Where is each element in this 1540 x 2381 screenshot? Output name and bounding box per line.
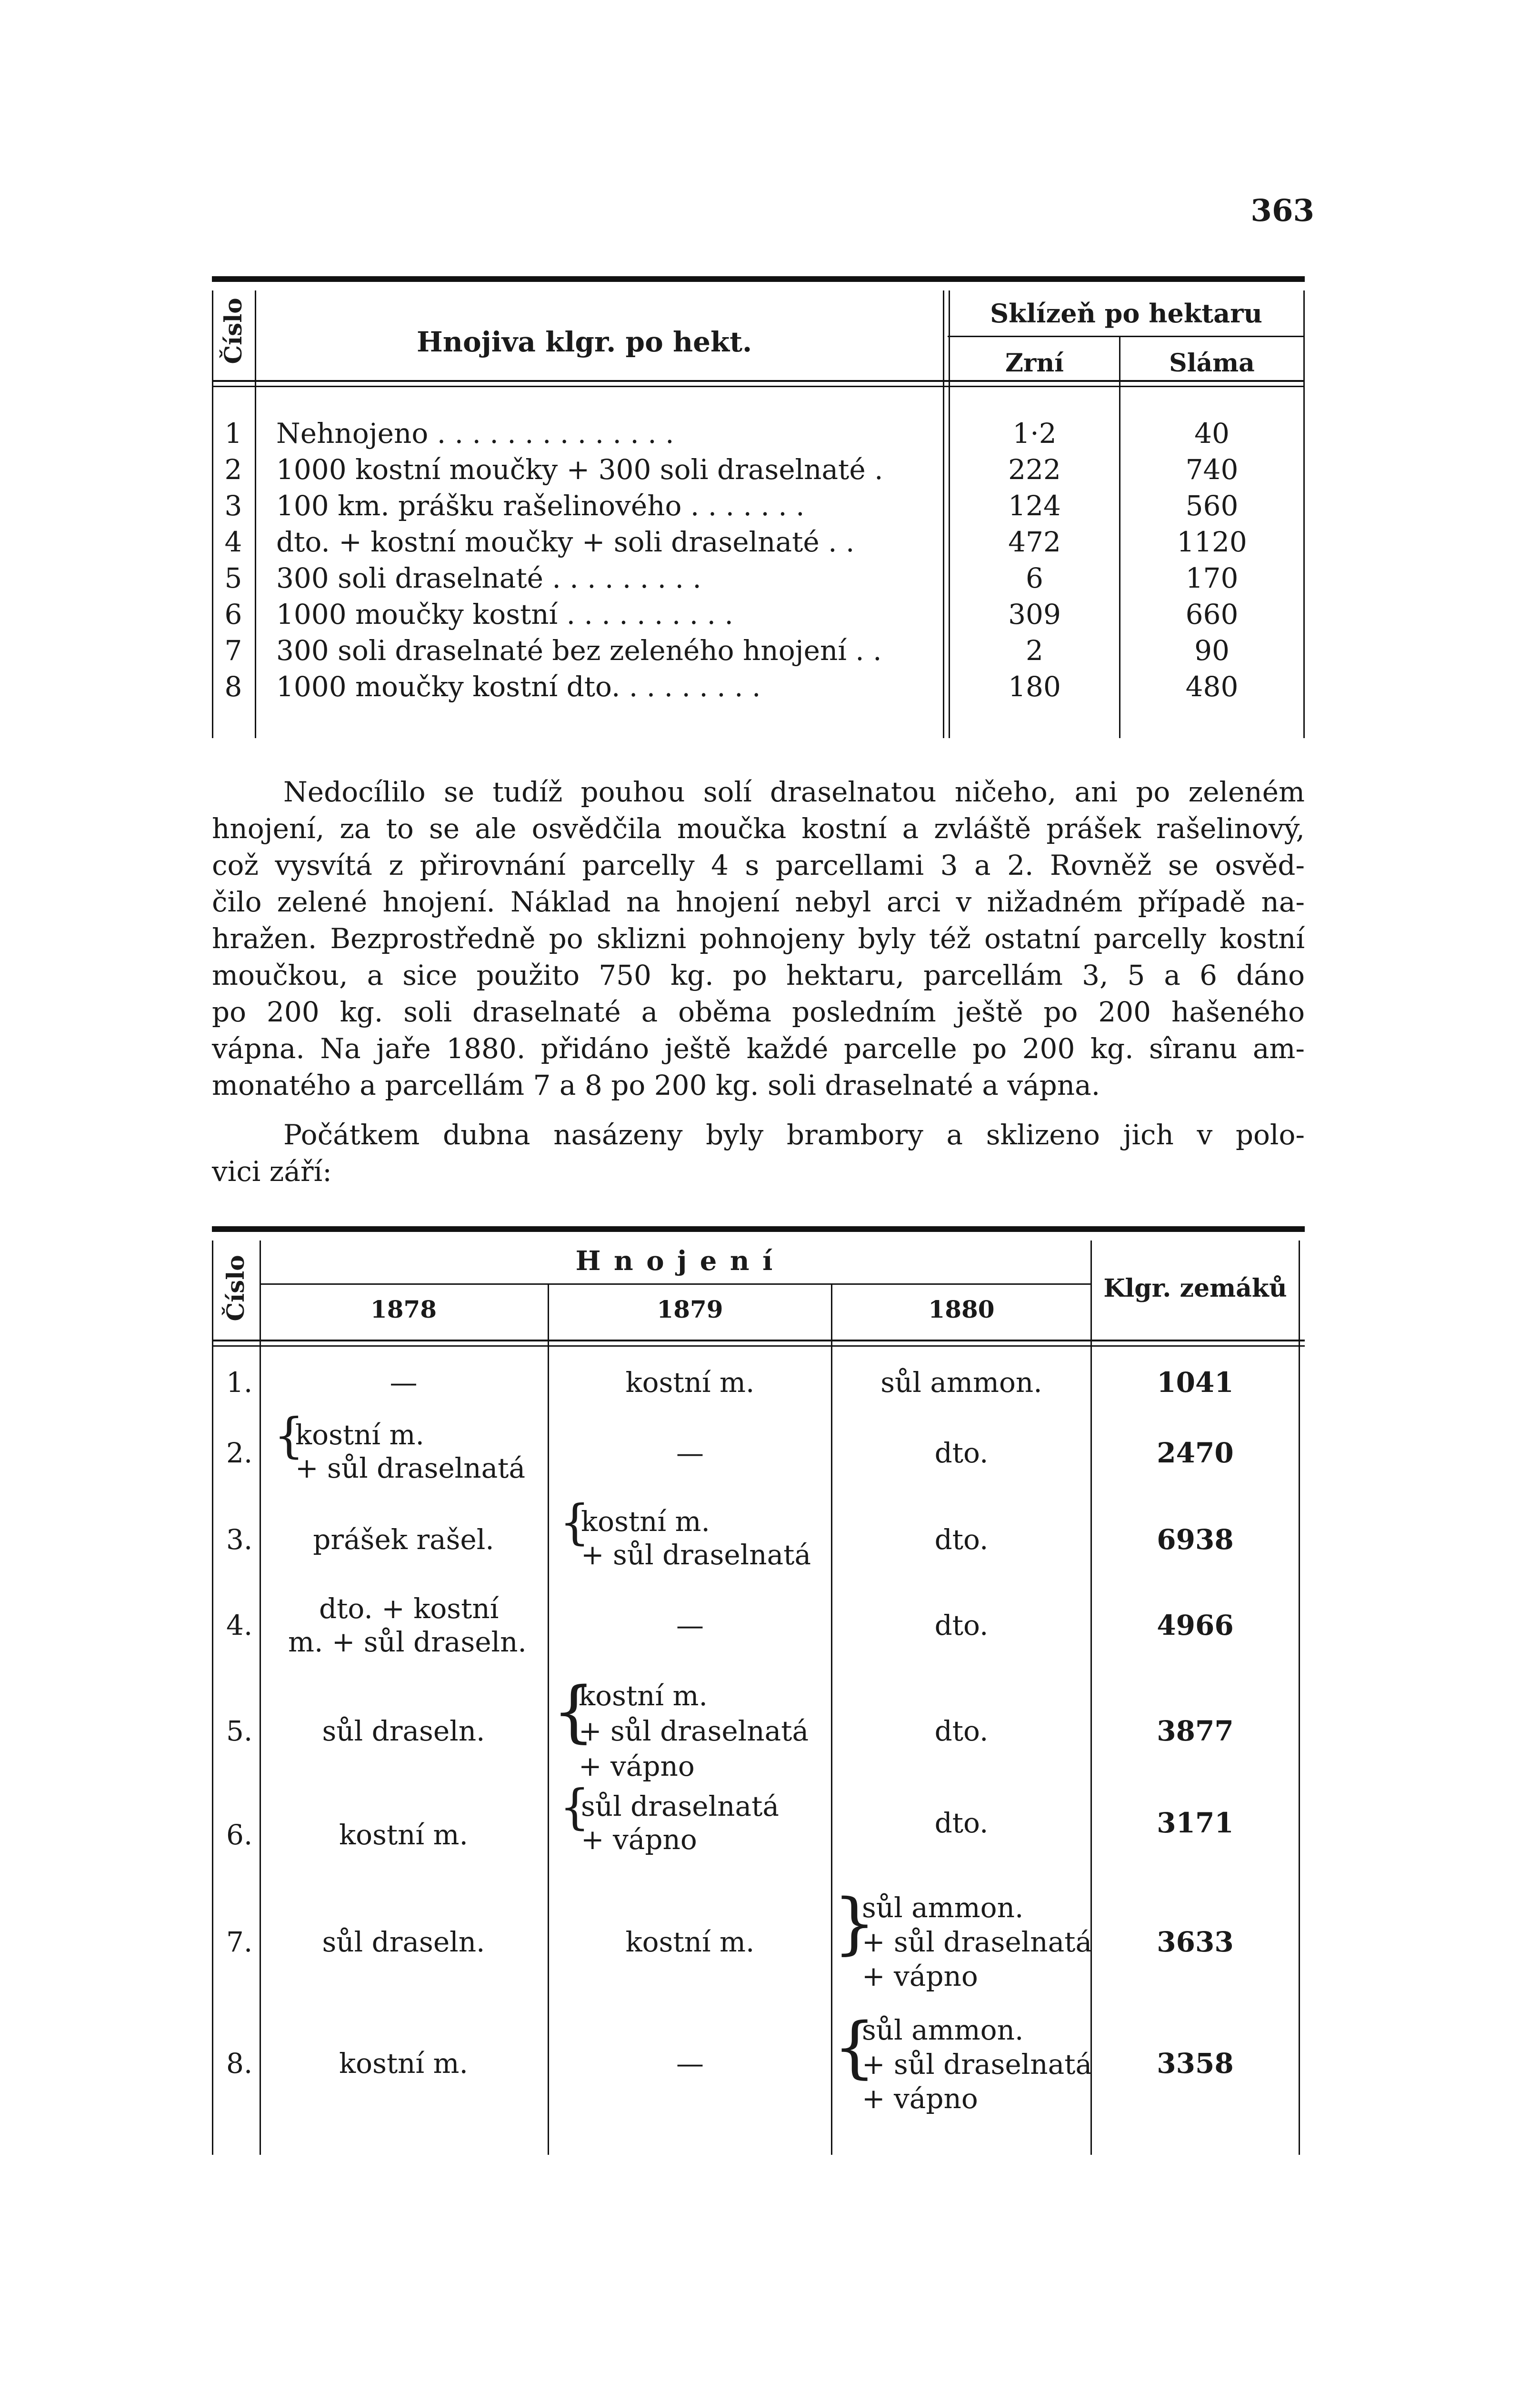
row-number: 6 [224,598,242,630]
hnojeni-1878-cell: + sůl draselnatá [295,1452,526,1484]
yield-cell: 3171 [1157,1807,1234,1839]
hnojeni-1879-cell: — [676,1609,704,1641]
row-number: 3. [226,1523,253,1556]
fertilizer-cell: 300 soli draselnaté . . . . . . . . . [276,562,701,594]
hnojeni-1879-cell: kostní m. [625,1926,755,1958]
text-line: což vysvítá z přirovnání parcelly 4 s parcellami 3 a 2. Rovněž se osvěd- [212,849,1305,881]
column-header-harvest: Sklízeň po hektaru [990,298,1262,329]
hnojeni-1880-cell: dto. [934,1807,989,1839]
row-number: 2 [224,453,242,486]
yield-cell: 2470 [1157,1437,1234,1469]
row-number: 8. [226,2047,253,2080]
straw-cell: 740 [1185,453,1239,486]
row-number: 5 [224,562,242,594]
row-number: 1 [224,417,242,450]
hnojeni-1878-cell: kostní m. [339,2047,468,2080]
row-number: 8 [224,670,242,703]
hnojeni-1878-cell: dto. + kostní [319,1592,499,1625]
text-line: hnojení, za to se ale osvědčila moučka kostní a zvláště prášek rašelinový, [212,812,1305,845]
row-number: 7 [224,634,242,667]
hnojeni-1879-cell: kostní m. [581,1505,710,1538]
hnojeni-1879-cell: kostní m. [579,1680,708,1712]
hnojeni-1879-cell: + vápno [581,1823,697,1856]
row-number: 1. [226,1366,253,1399]
fertilizer-harvest-table [212,276,1305,752]
fertilizer-cell: Nehnojeno . . . . . . . . . . . . . . [276,417,674,450]
straw-cell: 560 [1185,490,1239,522]
table-top-rule [212,1226,1305,1232]
straw-cell: 170 [1185,562,1239,594]
grain-cell: 6 [1026,562,1043,594]
hnojeni-1880-cell: sůl ammon. [862,1891,1024,1924]
yield-cell: 4966 [1157,1609,1234,1641]
potato-yield-table [212,1226,1305,2155]
grain-cell: 222 [1008,453,1061,486]
row-number: 5. [226,1715,253,1747]
hnojeni-1878-cell: — [390,1366,418,1399]
hnojeni-1879-cell: + vápno [579,1750,695,1782]
column-header-fertilizer: Hnojiva klgr. po hekt. [417,326,752,358]
brace-glyph: { [560,1779,590,1835]
fertilizer-cell: dto. + kostní moučky + soli draselnaté . . [276,526,855,558]
yield-cell: 3358 [1157,2047,1234,2080]
hnojeni-1880-cell: dto. [934,1523,989,1556]
hnojeni-1879-cell: — [676,2047,704,2080]
page-number: 363 [1250,193,1314,229]
text-line: po 200 kg. soli draselnaté a oběma posledním ještě po 200 hašeného [212,996,1305,1028]
text-line: Nedocílilo se tudíž pouhou solí draselnatou ničeho, ani po zeleném [283,776,1305,808]
straw-cell: 90 [1194,634,1230,667]
column-header-straw: Sláma [1169,349,1255,378]
grain-cell: 1·2 [1012,417,1057,450]
hnojeni-1878-cell: prášek rašel. [313,1523,494,1556]
column-header-yield: Klgr. zemáků [1103,1274,1287,1303]
hnojeni-1880-cell: sůl ammon. [880,1366,1042,1399]
yield-cell: 1041 [1157,1366,1234,1399]
fertilizer-cell: 1000 moučky kostní dto. . . . . . . . . [276,670,761,703]
hnojeni-1880-cell: sůl ammon. [862,2014,1024,2046]
column-header-1880: 1880 [928,1295,995,1323]
harvest-subheader-rule [948,336,1305,337]
column-header-number: Číslo [219,298,247,364]
fertilizer-cell: 300 soli draselnaté bez zeleného hnojení . . [276,634,882,667]
row-number: 4 [224,526,242,558]
hnojeni-1880-cell: dto. [934,1437,989,1469]
hnojeni-1879-cell: + sůl draselnatá [581,1539,811,1571]
straw-cell: 480 [1185,670,1239,703]
paragraph-potatoes-intro [212,1117,1305,1190]
grain-cell: 309 [1008,598,1061,630]
hnojeni-1880-cell: dto. [934,1715,989,1747]
column-header-1878: 1878 [370,1295,437,1323]
straw-cell: 1120 [1177,526,1247,558]
text-line: vápna. Na jaře 1880. přidáno ještě každé parcelle po 200 kg. sîranu am- [212,1032,1305,1065]
hnojeni-1880-cell: dto. [934,1609,989,1641]
brace-glyph: { [833,2009,876,2086]
column-header-1879: 1879 [657,1295,723,1323]
hnojeni-1878-cell: kostní m. [339,1819,468,1851]
straw-cell: 40 [1194,417,1230,450]
grain-cell: 124 [1008,490,1061,522]
row-number: 7. [226,1926,253,1958]
text-line: moučkou, a sice použito 750 kg. po hektaru, parcellám 3, 5 a 6 dáno [212,959,1305,991]
column-header-number: Číslo [221,1255,250,1321]
text-line: vici září: [212,1155,332,1188]
yield-cell: 3633 [1157,1926,1234,1958]
fertilizer-cell: 100 km. prášku rašelinového . . . . . . . [276,490,805,522]
hnojeni-1878-cell: m. + sůl draseln. [288,1626,527,1658]
fertilizer-cell: 1000 kostní moučky + 300 soli draselnaté . [276,453,883,486]
column-header-hnojeni: H n o j e n í [575,1245,775,1277]
row-number: 2. [226,1437,253,1469]
hnojeni-1878-cell: sůl draseln. [322,1926,485,1958]
text-line: hražen. Bezprostředně po sklizni pohnojeny byly též ostatní parcelly kostní [212,922,1305,955]
hnojeni-1879-cell: + sůl draselnatá [579,1715,809,1747]
brace-glyph: { [552,1673,595,1751]
hnojeni-subheader-rule [260,1283,1090,1285]
text-line: Počátkem dubna nasázeny byly brambory a sklizeno jich v polo- [283,1119,1305,1151]
yield-cell: 3877 [1157,1715,1234,1747]
fertilizer-cell: 1000 moučky kostní . . . . . . . . . . [276,598,733,630]
hnojeni-1880-cell: + sůl draselnatá [862,1926,1092,1958]
hnojeni-1880-cell: + vápno [862,1960,978,1992]
hnojeni-1879-cell: kostní m. [625,1366,755,1399]
table-header-rule [212,1340,1305,1341]
hnojeni-1878-cell: sůl draseln. [322,1715,485,1747]
grain-cell: 2 [1026,634,1043,667]
hnojeni-1879-cell: sůl draselnatá [581,1790,779,1822]
row-number: 3 [224,490,242,522]
brace-glyph: } [833,1885,876,1962]
table-header-rule-2 [212,1345,1305,1347]
straw-cell: 660 [1185,598,1239,630]
text-line: monatého a parcellám 7 a 8 po 200 kg. soli draselnaté a vápna. [212,1069,1100,1101]
text-line: čilo zelené hnojení. Náklad na hnojení nebyl arci v nižadném případě na- [212,886,1305,918]
row-number: 4. [226,1609,253,1641]
grain-cell: 180 [1008,670,1061,703]
hnojeni-1880-cell: + vápno [862,2082,978,2115]
table-top-rule [212,276,1305,282]
yield-cell: 6938 [1157,1523,1234,1556]
paragraph-fertilizer-results [212,774,1305,1104]
hnojeni-1880-cell: + sůl draselnatá [862,2048,1092,2081]
brace-glyph: { [560,1494,590,1550]
row-number: 6. [226,1819,253,1851]
grain-cell: 472 [1008,526,1061,558]
hnojeni-1878-cell: kostní m. [295,1419,424,1451]
brace-glyph: { [274,1408,304,1463]
table-header-rule-2 [212,386,1305,387]
hnojeni-1879-cell: — [676,1437,704,1469]
column-header-grain: Zrní [1005,349,1064,378]
